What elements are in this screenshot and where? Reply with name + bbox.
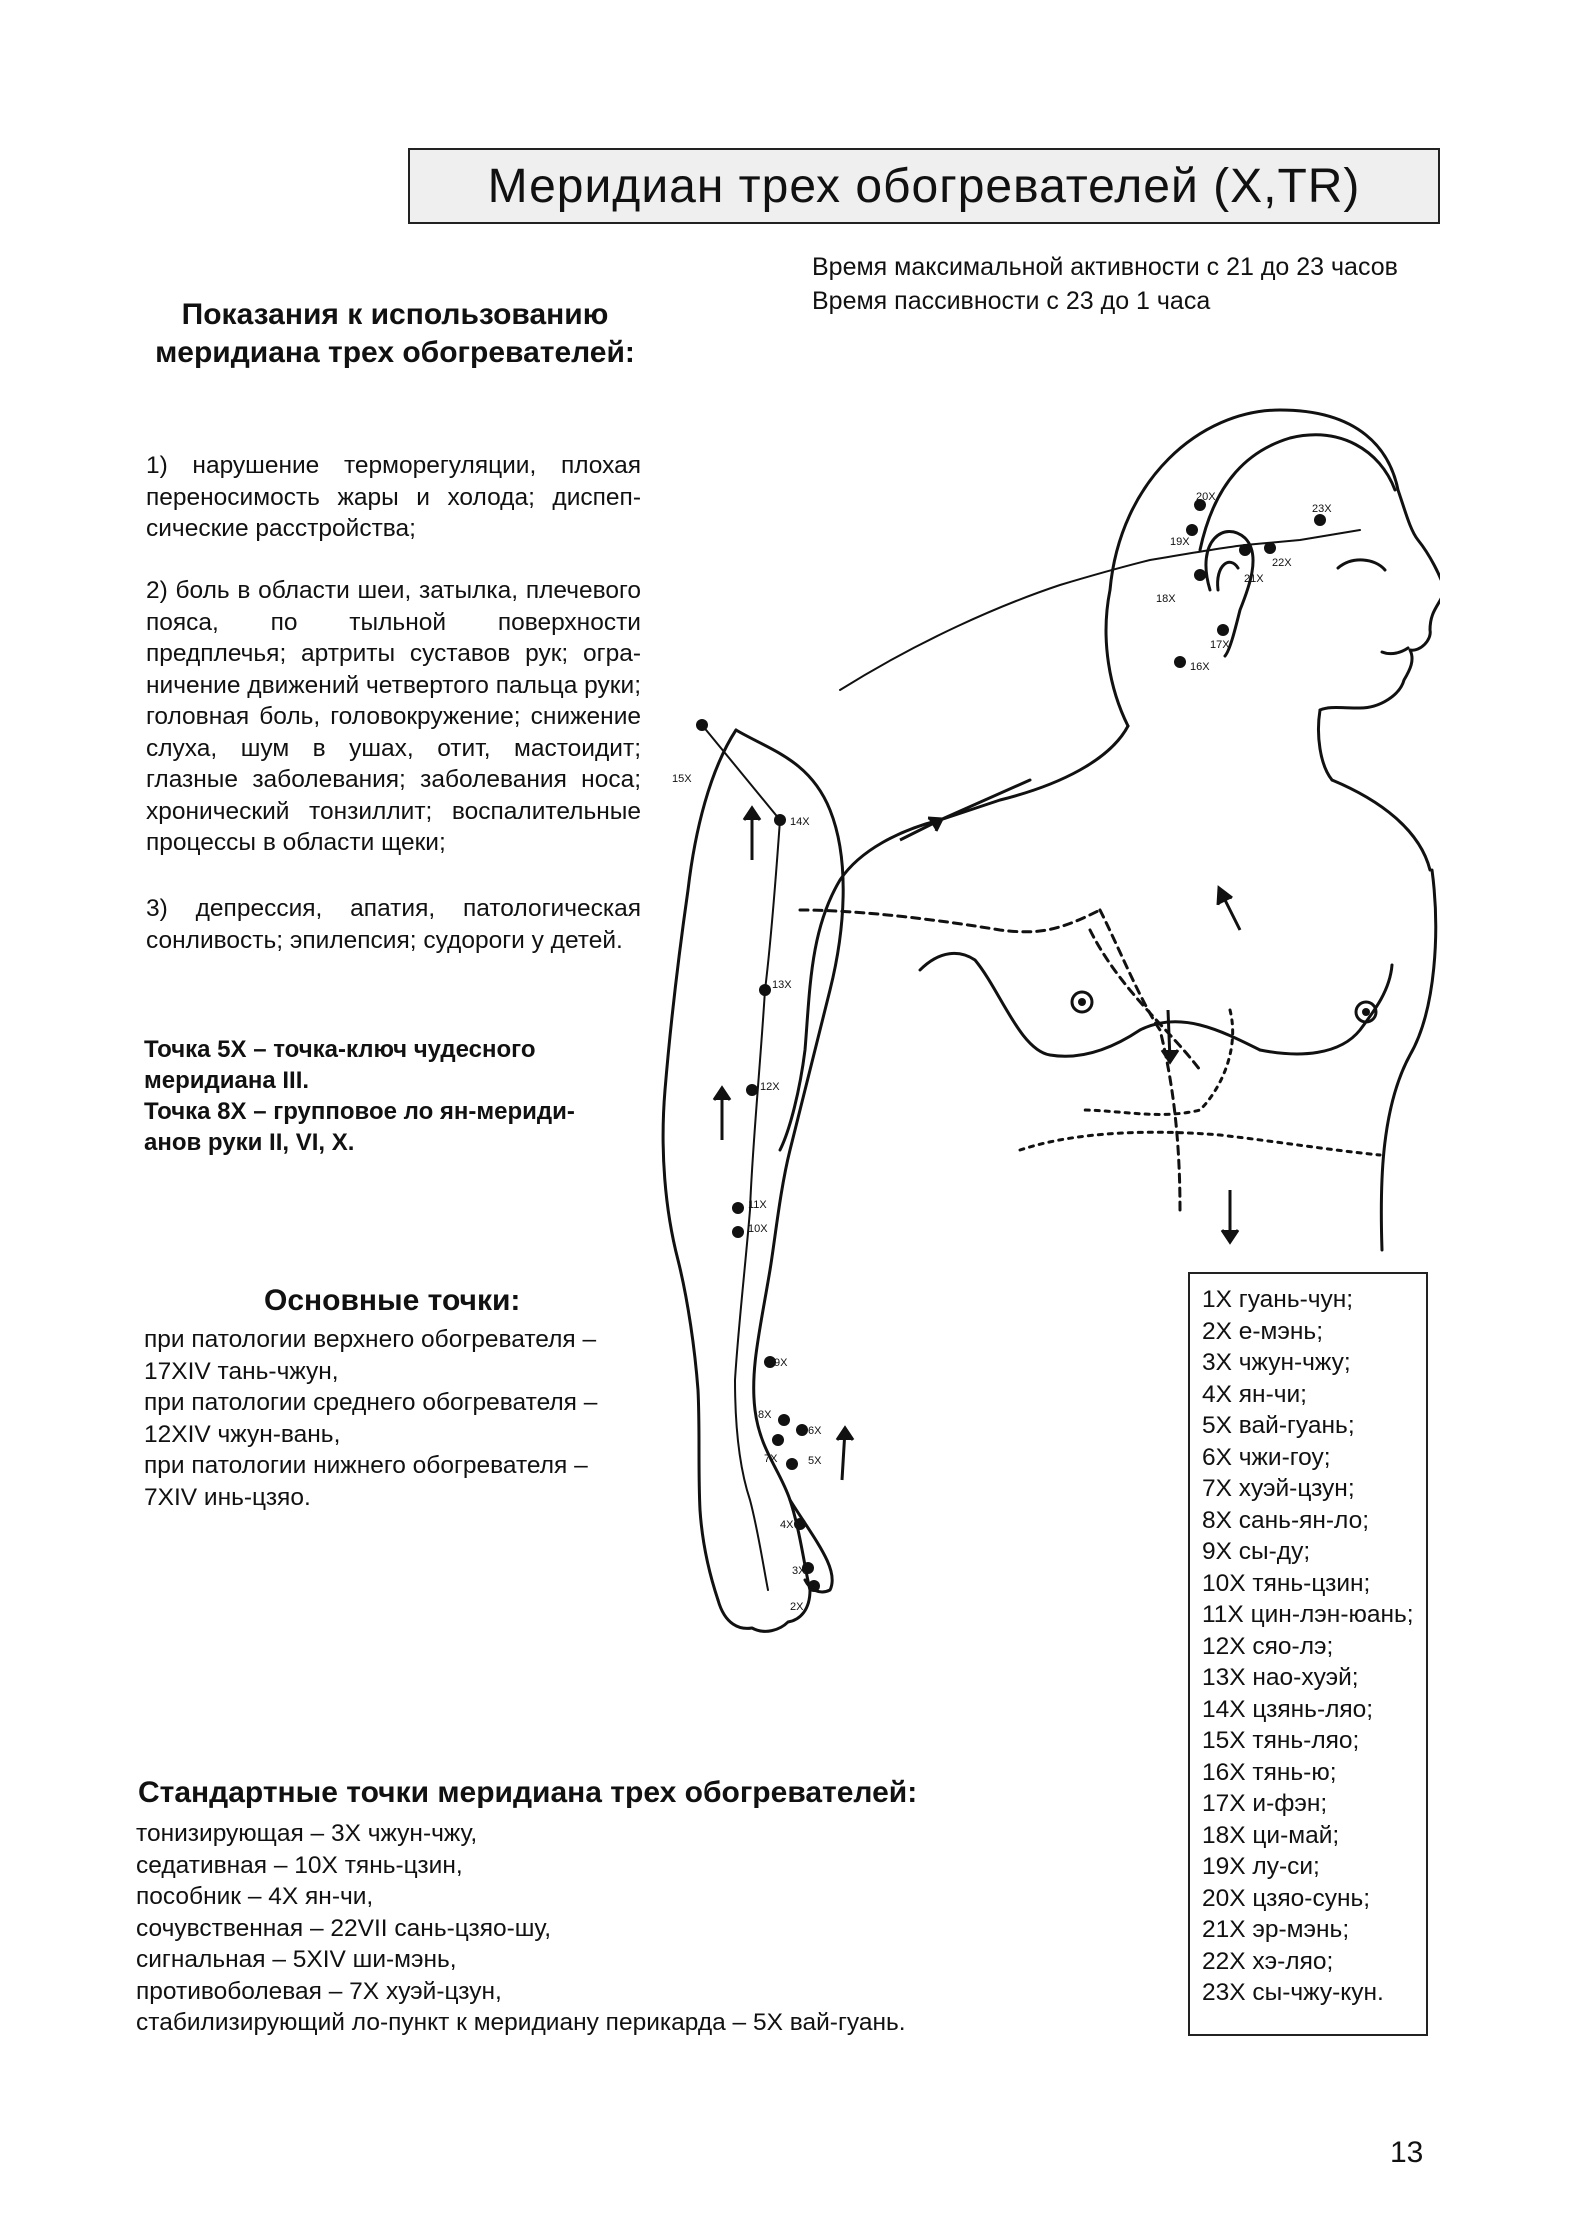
arrow-up-chest — [1218, 888, 1240, 930]
indication-1: 1) нарушение терморегуляции, плохая переносимость жары и холода; диспепсические расстройства; — [146, 452, 641, 542]
main-point-line: при патологии верхнего обогревателя – — [144, 1326, 597, 1353]
indication-3: 3) депрессия, апатия, патологическая сонливость; эпилепсия; судороги у детей. — [146, 895, 641, 954]
acupoint-label: 8X — [758, 1409, 772, 1421]
main-point-line: 12XIV чжун-вань, — [144, 1420, 341, 1448]
neck-back — [940, 726, 1128, 820]
ear-inner — [1218, 562, 1238, 590]
key-point-line: Точка 5X – точка-ключ чудесного — [144, 1036, 536, 1063]
back-line — [780, 820, 940, 1150]
acupoint-dot — [808, 1580, 820, 1592]
point-list-item: 18X ци-май; — [1202, 1821, 1340, 1849]
main-points-list — [144, 1324, 597, 1513]
dotted-belt — [1020, 1132, 1380, 1155]
acupoint-label: 10X — [748, 1223, 768, 1235]
chest-left — [920, 953, 1260, 1056]
standard-point-line: сочувственная – 22VII сань-цзяо-шу, — [136, 1914, 552, 1942]
arrow-up-3 — [837, 1428, 853, 1480]
acupoint-label: 14X — [790, 816, 810, 828]
point-list-item: 19X лу-си; — [1202, 1853, 1320, 1880]
indications-heading: Показания к использованию меридиана трех обогревателей: — [155, 298, 635, 369]
point-list-item: 20X цзяо-сунь; — [1202, 1884, 1371, 1912]
standard-points-list — [136, 1818, 906, 2039]
meridian-neck-line — [840, 530, 1360, 690]
chest-right — [1260, 965, 1392, 1054]
point-list-item: 21X эр-мэнь; — [1202, 1916, 1350, 1943]
acupoint-dot — [786, 1458, 798, 1470]
max-activity-text: Время максимальной активности с 21 до 23 часов — [812, 253, 1398, 281]
acupoint-label: 13X — [772, 979, 792, 991]
key-points — [144, 1034, 575, 1158]
acupoint-dot — [794, 1518, 806, 1530]
acupoint-dot — [1217, 624, 1229, 636]
passivity-text: Время пассивности с 23 до 1 часа — [812, 287, 1211, 315]
title-box — [408, 148, 1440, 224]
acupoint-dot — [778, 1414, 790, 1426]
torso-right — [1381, 870, 1435, 1250]
hand-thumb — [790, 1500, 832, 1592]
acupoint-label: 6X — [808, 1425, 822, 1437]
main-point-line: при патологии нижнего обогревателя – — [144, 1452, 588, 1479]
arrow-upright — [900, 818, 942, 840]
main-point-line: при патологии среднего обогревателя – — [144, 1389, 598, 1416]
arm-inner — [663, 730, 736, 1600]
acupoint-label: 11X — [748, 1199, 767, 1211]
acupoint-label: 4X — [780, 1519, 794, 1531]
point-list-item: 7X хуэй-цзун; — [1202, 1475, 1355, 1502]
acupoint-dot — [1264, 542, 1276, 554]
acupoint-label: 2X — [790, 1601, 804, 1613]
arrow-up-2 — [714, 1088, 730, 1140]
arrow-up-1 — [744, 808, 760, 860]
acupoint-label: 9X — [774, 1357, 788, 1369]
acupoint-dot — [732, 1226, 744, 1238]
point-list-item: 15X тянь-ляо; — [1202, 1727, 1360, 1754]
eye — [1338, 560, 1385, 570]
point-list-item: 10X тянь-цзин; — [1202, 1569, 1371, 1597]
acupoint-label: 16X — [1190, 661, 1210, 673]
point-list-item: 14X цзянь-ляо; — [1202, 1695, 1374, 1723]
arrow-down-1 — [1162, 1010, 1178, 1062]
acupoint-label: 19X — [1170, 536, 1190, 548]
acupoint-label: 15X — [672, 773, 692, 785]
standard-point-line: противоболевая – 7X хуэй-цзун, — [136, 1977, 502, 2005]
key-point-line: меридиана III. — [144, 1067, 310, 1094]
activity-times — [812, 250, 1398, 318]
point-list-item: 12X сяо-лэ; — [1202, 1632, 1334, 1660]
page-title: Меридиан трех обогревателей (X,TR) — [487, 159, 1361, 213]
point-list-item: 5X вай-гуань; — [1202, 1412, 1355, 1439]
point-list-item: 11X цин-лэн-юань; — [1202, 1601, 1414, 1628]
shoulder-right — [1332, 780, 1430, 870]
indication-2: 2) боль в области шеи, затылка, плечевого пояса, по тыльной поверхности предплечья; артриты суставов рук; ограничение движений четвертого пальца руки; головная боль, головокружение; снижение слуха, шум в ушах, отит, мастоидит; глазные заболевания; заболевания носа; хронический тонзиллит; воспалительные процессы в области щеки; — [146, 577, 641, 856]
acupoint-label: 5X — [808, 1455, 822, 1467]
acupoint-label: 22X — [1272, 557, 1292, 569]
acupoint-dot — [772, 1434, 784, 1446]
mouth — [1382, 648, 1408, 654]
acupoint-dot — [746, 1084, 758, 1096]
main-point-line: 17XIV тань-чжун, — [144, 1357, 339, 1385]
acupoint-label: 12X — [760, 1081, 780, 1093]
acupoint-markers — [672, 491, 1332, 1613]
standard-point-line: сигнальная – 5XIV ши-мэнь, — [136, 1946, 457, 1973]
neck-front — [1319, 710, 1333, 780]
point-list-item: 16X тянь-ю; — [1202, 1758, 1337, 1786]
acupoint-dot — [796, 1424, 808, 1436]
point-list-item: 8X сань-ян-ло; — [1202, 1506, 1370, 1534]
standard-point-line: тонизирующая – 3X чжун-чжу, — [136, 1820, 478, 1847]
acupoint-dot — [759, 984, 771, 996]
point-list-item: 6X чжи-гоу; — [1202, 1443, 1331, 1471]
acupoint-dot — [1174, 656, 1186, 668]
acupoint-dot — [1186, 524, 1198, 536]
acupoint-dot — [696, 719, 708, 731]
acupoint-dot — [1314, 514, 1326, 526]
acupoint-label: 17X — [1210, 639, 1230, 651]
key-point-line: Точка 8X – групповое ло ян-мериди- — [144, 1098, 575, 1125]
point-list-item: 17X и-фэн; — [1202, 1790, 1328, 1817]
acupoint-dot — [1239, 544, 1251, 556]
point-list-item: 9X сы-ду; — [1202, 1538, 1311, 1565]
page-number: 13 — [1390, 2136, 1424, 2169]
acupoint-label: 7X — [764, 1453, 778, 1465]
acupoint-dot — [1194, 569, 1206, 581]
arrow-down-2 — [1222, 1190, 1238, 1242]
nipple-left — [1072, 992, 1092, 1012]
acupoint-label: 18X — [1156, 593, 1176, 605]
point-list-item: 13X нао-хуэй; — [1202, 1664, 1359, 1691]
standard-points-heading: Стандартные точки меридиана трех обогревателей: — [138, 1776, 918, 1809]
acupoint-label: 23X — [1312, 503, 1332, 515]
point-list-item: 4X ян-чи; — [1202, 1380, 1307, 1408]
acupoint-dot — [774, 814, 786, 826]
point-list-item: 1X гуань-чун; — [1202, 1286, 1354, 1313]
acupoint-label: 21X — [1244, 573, 1264, 585]
main-point-line: 7XIV инь-цзяо. — [144, 1483, 311, 1511]
standard-point-line: пособник – 4X ян-чи, — [136, 1883, 374, 1910]
key-point-line: анов руки II, VI, X. — [144, 1129, 355, 1156]
point-list-item: 22X хэ-ляо; — [1202, 1947, 1334, 1975]
standard-point-line: седативная – 10X тянь-цзин, — [136, 1851, 463, 1879]
dashed-meridian-1 — [800, 910, 1100, 932]
acupoint-dot — [732, 1202, 744, 1214]
standard-point-line: стабилизирующий ло-пункт к меридиану перикарда – 5X вай-гуань. — [136, 2009, 906, 2036]
point-list-item: 3X чжун-чжу; — [1202, 1349, 1351, 1376]
acupoint-label: 20X — [1196, 491, 1216, 503]
main-points-heading: Основные точки: — [264, 1284, 521, 1317]
anatomy-figure — [640, 390, 1440, 1790]
acupoint-label: 3X — [792, 1565, 806, 1577]
point-list-item: 23X сы-чжу-кун. — [1202, 1979, 1384, 2006]
point-list-item: 2X е-мэнь; — [1202, 1317, 1324, 1345]
